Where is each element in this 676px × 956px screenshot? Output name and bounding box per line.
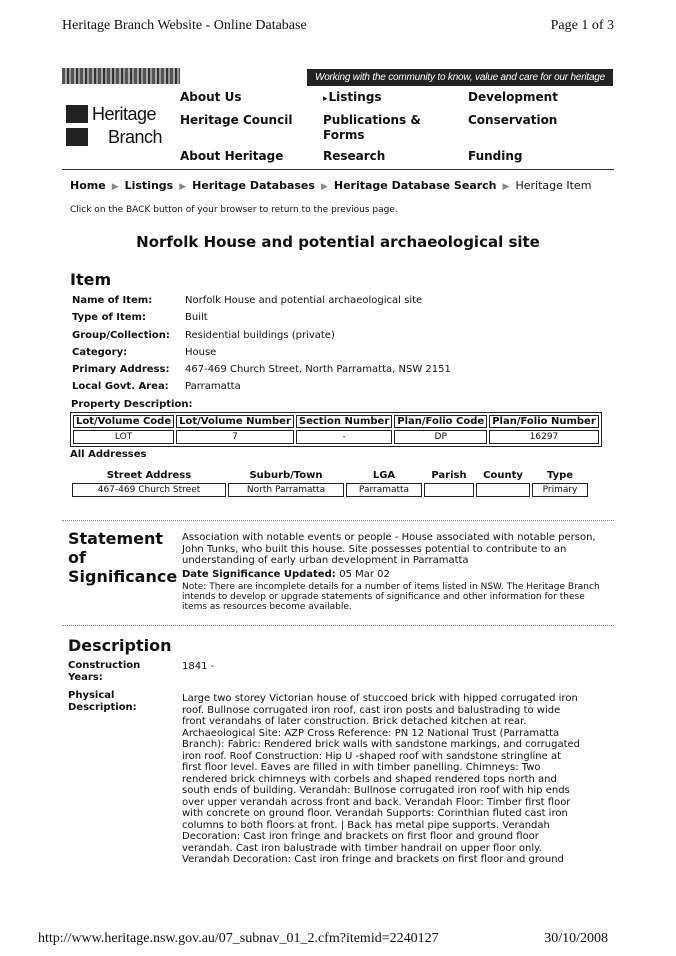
field-value: Residential buildings (private) xyxy=(185,330,335,341)
column-header: Plan/Folio Number xyxy=(489,415,599,428)
field-value: House xyxy=(185,347,217,358)
breadcrumb-current: Heritage Item xyxy=(515,179,592,192)
text-line: Verandah Decoration: Cast iron fringe and brackets on first floor and ground xyxy=(182,854,564,865)
significance-text: Association with notable events or people - House associated with notable person, John Tunks, who built this house. Site possesses potential to contribute to an understanding of early urban development in Parramatta xyxy=(182,532,596,566)
text-line: front verandahs of later construction. Brick detached kitchen at rear. xyxy=(182,716,527,727)
column-header: Section Number xyxy=(296,415,392,428)
description-heading: Description xyxy=(68,636,172,655)
column-header: County xyxy=(483,470,523,481)
table-cell: 16297 xyxy=(489,430,599,444)
table-row xyxy=(72,483,588,497)
section-divider xyxy=(62,520,614,521)
banner-image xyxy=(62,68,180,84)
heritage-branch-logo[interactable] xyxy=(66,102,178,152)
text-line: rendered brick chimneys with corbels and shaped rendered tops north and xyxy=(182,773,557,785)
column-header: Lot/Volume Code xyxy=(73,415,174,428)
lot-table xyxy=(70,412,602,447)
item-heading: Item xyxy=(70,270,112,289)
page-title: Norfolk House and potential archaeological site xyxy=(136,233,540,251)
physical-description-text xyxy=(182,693,614,866)
significance-heading-line: Significance xyxy=(68,567,178,586)
back-instruction: Click on the BACK button of your browser to return to the previous page. xyxy=(70,205,398,215)
field-label: Group/Collection: xyxy=(72,330,170,341)
column-header: Type xyxy=(546,470,574,481)
chevron-right-icon: ▶ xyxy=(179,182,187,192)
nav-funding[interactable]: Funding xyxy=(468,149,523,163)
nav-listings[interactable]: ▸ Listings xyxy=(323,90,382,104)
print-footer-url: http://www.heritage.nsw.gov.au/07_subnav_01_2.cfm?itemid=2240127 xyxy=(38,931,439,946)
print-page-number: Page 1 of 3 xyxy=(550,18,614,33)
table-cell: North Parramatta xyxy=(228,483,344,497)
date-updated xyxy=(182,569,390,581)
breadcrumb-listings[interactable]: Listings xyxy=(124,179,174,192)
table-cell: - xyxy=(296,430,392,444)
nav-research[interactable]: Research xyxy=(323,149,386,163)
text-line: Decoration: Cast iron fringe and brackets on first floor and ground floor xyxy=(182,831,539,842)
chevron-right-icon: ▶ xyxy=(111,182,119,192)
column-header: Plan/Folio Code xyxy=(394,415,487,428)
column-header: Street Address xyxy=(106,470,192,481)
table-cell: Parramatta xyxy=(346,483,422,497)
breadcrumb-home[interactable]: Home xyxy=(70,179,106,192)
nav-divider xyxy=(62,169,614,170)
table-header-row xyxy=(72,470,588,481)
construction-years-value: 1841 - xyxy=(182,661,215,672)
print-header-title: Heritage Branch Website - Online Database xyxy=(62,18,307,33)
text-line: verandah. Cast iron balustrade with timber handrail on upper floor only. xyxy=(182,842,542,854)
logo-text-branch: Branch xyxy=(108,127,163,147)
text-line: with concrete on ground floor. Verandah Supports: Corinthian fluted cast iron xyxy=(182,808,568,819)
physical-description-label: Physical Description: xyxy=(68,690,137,713)
nav-development[interactable]: Development xyxy=(468,90,558,104)
text-line: over upper verandah across front and back. Verandah Floor: Timber first floor xyxy=(182,796,571,808)
date-updated-label: Date Significance Updated: xyxy=(182,569,336,580)
table-cell: DP xyxy=(394,430,487,444)
table-cell: LOT xyxy=(73,430,174,444)
property-description-label: Property Description: xyxy=(71,399,193,410)
chevron-right-icon: ▶ xyxy=(320,182,328,192)
breadcrumb-database-search[interactable]: Heritage Database Search xyxy=(333,179,497,192)
field-label: Local Govt. Area: xyxy=(72,381,169,392)
column-header: Lot/Volume Number xyxy=(176,415,294,428)
print-footer-date: 30/10/2008 xyxy=(544,931,608,946)
table-cell: 7 xyxy=(176,430,294,444)
logo-mark-icon xyxy=(66,105,88,123)
text-line: roof. Bullnose corrugated iron roof, cast iron posts and balustrading to wide xyxy=(182,704,561,716)
table-header-row xyxy=(73,415,599,428)
field-label: Category: xyxy=(72,347,128,358)
column-header: Parish xyxy=(431,470,467,481)
table-cell xyxy=(476,483,530,497)
nav-about-heritage[interactable]: About Heritage xyxy=(180,149,284,163)
field-value: 467-469 Church Street, North Parramatta, NSW 2151 xyxy=(185,364,451,375)
text-line: columns to both floors at front. | Back has metal pipe supports. Verandah xyxy=(182,819,550,831)
addresses-table xyxy=(70,468,590,499)
all-addresses-label: All Addresses xyxy=(70,449,147,460)
field-value: Parramatta xyxy=(185,381,241,392)
nav-heritage-council[interactable]: Heritage Council xyxy=(180,113,293,127)
field-label: Primary Address: xyxy=(72,364,170,375)
text-line: south ends of building. Verandah: Bullnose corrugated iron roof with hip ends xyxy=(182,785,570,796)
field-label: Name of Item: xyxy=(72,295,153,306)
section-divider xyxy=(62,625,614,626)
table-cell: Primary xyxy=(532,483,588,497)
table-row xyxy=(73,430,599,444)
date-updated-value: 05 Mar 02 xyxy=(339,569,390,580)
significance-heading-line: of xyxy=(68,548,86,567)
breadcrumb xyxy=(70,179,591,192)
text-line: Branch): Fabric: Rendered brick walls with sandstone markings, and corrugated xyxy=(182,739,581,750)
text-line: Archaeological Site: AZP Cross Reference: PN 12 National Trust (Parramatta xyxy=(182,727,560,739)
field-value: Norfolk House and potential archaeological site xyxy=(185,295,423,306)
nav-about-us[interactable]: About Us xyxy=(180,90,242,104)
chevron-right-icon: ▶ xyxy=(502,182,510,192)
field-label: Type of Item: xyxy=(72,312,146,323)
column-header: Suburb/Town xyxy=(249,470,323,481)
field-value: Built xyxy=(185,312,208,323)
logo-text-heritage: Heritage xyxy=(92,104,157,124)
nav-conservation[interactable]: Conservation xyxy=(468,113,558,127)
significance-heading-line: Statement xyxy=(68,529,164,548)
construction-years-label: Construction Years: xyxy=(68,660,141,683)
text-line: first floor level. Eaves are filled in with timber panelling. Chimneys: Two xyxy=(182,762,541,773)
breadcrumb-heritage-databases[interactable]: Heritage Databases xyxy=(192,179,315,192)
significance-heading xyxy=(68,529,177,586)
table-cell xyxy=(424,483,474,497)
nav-publications-forms[interactable]: Publications & Forms xyxy=(323,113,421,142)
text-line: iron roof. Roof Construction: Hip U -shaped roof with sandstone stringline at xyxy=(182,750,562,762)
significance-note: Note: There are incomplete details for a number of items listed in NSW. The Heritage Branch intends to develop or upgrade statements of significance and other information for these items as resources become available. xyxy=(182,582,600,612)
table-cell: 467-469 Church Street xyxy=(72,483,226,497)
column-header: LGA xyxy=(372,470,396,481)
logo-mark-icon xyxy=(66,128,88,146)
tagline-banner: Working with the community to know, value and care for our heritage xyxy=(307,69,613,86)
text-line: Large two storey Victorian house of stuccoed brick with hipped corrugated iron xyxy=(182,693,578,704)
